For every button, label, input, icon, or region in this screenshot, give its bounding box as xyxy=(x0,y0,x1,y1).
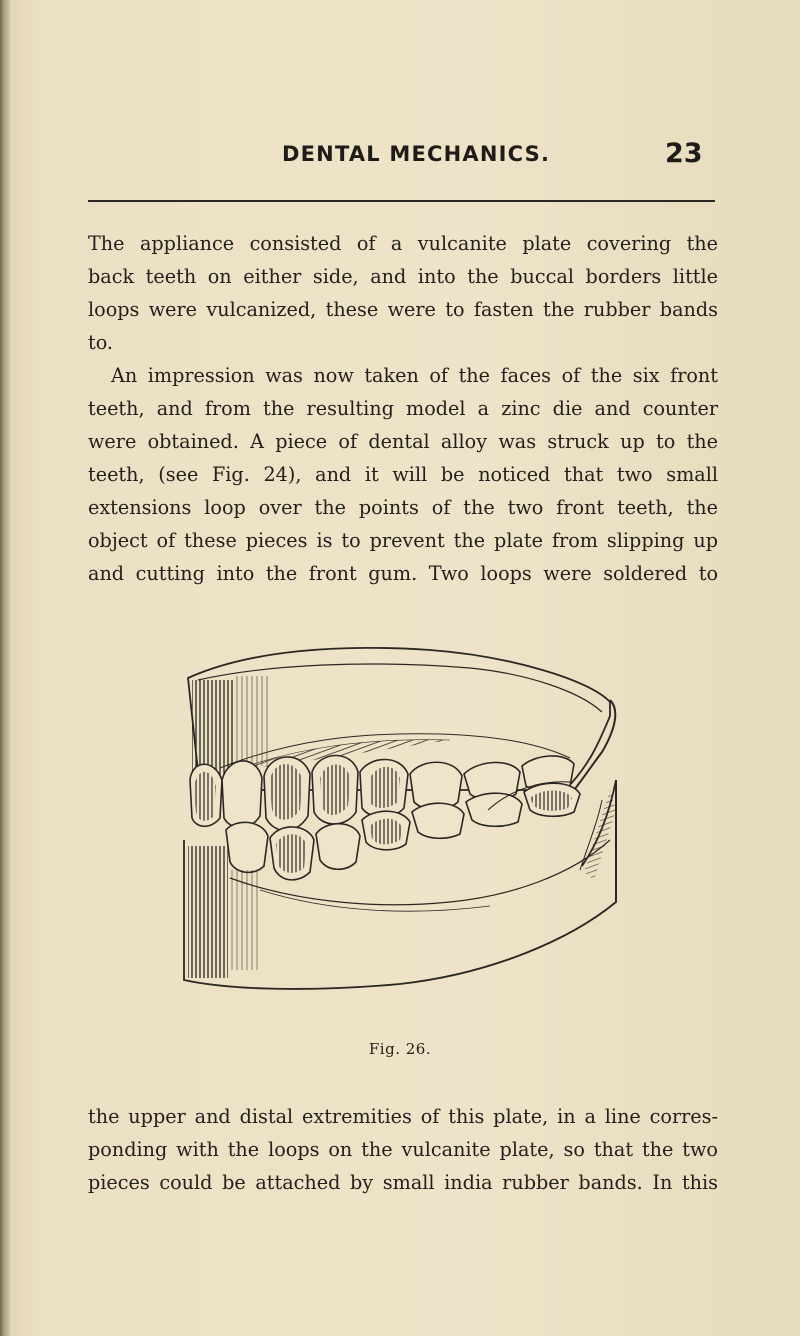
paragraph-1 xyxy=(88,227,718,359)
figure-dental-model xyxy=(170,640,630,1010)
text-line: object of these pieces is to prevent the plate from slipping up xyxy=(88,529,718,552)
text-line: An impression was now taken of the faces of the six front xyxy=(111,364,718,387)
figure-caption: Fig. 26. xyxy=(368,1040,432,1058)
text-line: teeth, and from the resulting model a zinc die and counter xyxy=(88,397,718,420)
dental-model-illustration xyxy=(170,640,630,1010)
header-rule xyxy=(88,200,715,202)
running-title: DENTAL MECHANICS. xyxy=(282,142,551,166)
text-line: The appliance consisted of a vulcanite plate covering the xyxy=(88,232,718,255)
text-line: to. xyxy=(88,331,114,354)
binding-edge xyxy=(0,0,10,1336)
text-line: pieces could be attached by small india rubber bands. In this xyxy=(88,1171,718,1194)
text-line: the upper and distal extremities of this plate, in a line corres- xyxy=(88,1105,718,1128)
text-line: teeth, (see Fig. 24), and it will be noticed that two small xyxy=(88,463,718,486)
paragraph-2 xyxy=(88,359,718,590)
text-line: loops were vulcanized, these were to fasten the rubber bands xyxy=(88,298,718,321)
text-line: and cutting into the front gum. Two loops were soldered to xyxy=(88,562,718,585)
paragraph-3 xyxy=(88,1100,718,1199)
text-line: extensions loop over the points of the two front teeth, the xyxy=(88,496,718,519)
text-line: ponding with the loops on the vulcanite plate, so that the two xyxy=(88,1138,718,1161)
text-line: back teeth on either side, and into the buccal borders little xyxy=(88,265,718,288)
running-head xyxy=(0,140,800,174)
page-number: 23 xyxy=(665,138,703,169)
text-line: were obtained. A piece of dental alloy was struck up to the xyxy=(88,430,718,453)
